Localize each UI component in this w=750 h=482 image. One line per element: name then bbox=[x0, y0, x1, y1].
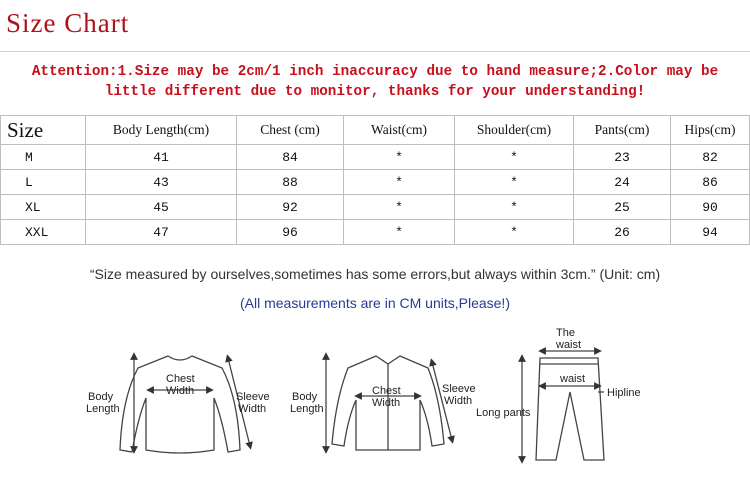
header-size: Size bbox=[1, 116, 86, 145]
cell-waist: * bbox=[344, 220, 455, 245]
attention-note bbox=[0, 62, 750, 102]
cell-pants: 26 bbox=[574, 220, 671, 245]
attention-line-1: Attention:1.Size may be 2cm/1 inch inaccuracy due to hand measure;2.Color may be bbox=[31, 64, 719, 80]
table-row bbox=[1, 220, 750, 245]
sweater-chest-label-1: Chest bbox=[166, 373, 195, 385]
pants-waist-top-label: waist bbox=[556, 339, 582, 351]
cell-size: XL bbox=[1, 195, 86, 220]
table-row bbox=[1, 170, 750, 195]
cell-size: L bbox=[1, 170, 86, 195]
shirt-chest-label-2: Width bbox=[372, 397, 401, 409]
cell-hips: 94 bbox=[671, 220, 750, 245]
cell-shoulder: * bbox=[455, 170, 574, 195]
pants-long-label: Long pants bbox=[476, 407, 531, 419]
pants-diagram bbox=[522, 351, 604, 460]
cell-shoulder: * bbox=[455, 195, 574, 220]
table-row bbox=[1, 145, 750, 170]
page-title: Size Chart bbox=[6, 8, 130, 38]
cell-chest: 96 bbox=[237, 220, 344, 245]
cell-shoulder: * bbox=[455, 145, 574, 170]
pants-the-label: The bbox=[556, 327, 575, 339]
shirt-body-label-1: Body bbox=[292, 391, 318, 403]
shirt-sleeve-label-2: Width bbox=[444, 395, 473, 407]
cell-body-length: 47 bbox=[86, 220, 237, 245]
measurement-note: “Size measured by ourselves,sometimes has some errors,but always within 3cm.” (Unit: cm) bbox=[89, 266, 661, 282]
shirt-sleeve-label-1: Sleeve bbox=[442, 383, 476, 395]
header-chest: Chest (cm) bbox=[237, 116, 344, 145]
cell-hips: 82 bbox=[671, 145, 750, 170]
sweater-outline bbox=[120, 356, 240, 453]
size-table bbox=[0, 115, 750, 245]
cell-chest: 92 bbox=[237, 195, 344, 220]
cell-size: XXL bbox=[1, 220, 86, 245]
sweater-body-label-1: Body bbox=[88, 391, 114, 403]
units-note: (All measurements are in CM units,Please!) bbox=[240, 295, 510, 311]
cell-chest: 88 bbox=[237, 170, 344, 195]
cell-pants: 23 bbox=[574, 145, 671, 170]
sweater-chest-label-2: Width bbox=[166, 385, 195, 397]
cell-body-length: 45 bbox=[86, 195, 237, 220]
cell-waist: * bbox=[344, 145, 455, 170]
measurement-diagrams bbox=[0, 318, 750, 482]
shirt-chest-label-1: Chest bbox=[372, 385, 401, 397]
cell-size: M bbox=[1, 145, 86, 170]
sweater-body-label-2: Length bbox=[86, 403, 120, 415]
sweater-sleeve-label-1: Sleeve bbox=[236, 391, 270, 403]
shirt-body-label-2: Length bbox=[290, 403, 324, 415]
table-row bbox=[1, 195, 750, 220]
cell-hips: 86 bbox=[671, 170, 750, 195]
sweater-diagram bbox=[120, 356, 250, 453]
header-body-length: Body Length(cm) bbox=[86, 116, 237, 145]
sweater-sleeve-label-2: Width bbox=[238, 403, 267, 415]
cell-hips: 90 bbox=[671, 195, 750, 220]
table-header-row bbox=[1, 116, 750, 145]
cell-shoulder: * bbox=[455, 220, 574, 245]
pants-waist-label: waist bbox=[560, 373, 586, 385]
cell-waist: * bbox=[344, 195, 455, 220]
title-divider bbox=[0, 51, 750, 52]
cell-chest: 84 bbox=[237, 145, 344, 170]
header-pants: Pants(cm) bbox=[574, 116, 671, 145]
pants-hipline-label: Hipline bbox=[607, 387, 641, 399]
header-hips: Hips(cm) bbox=[671, 116, 750, 145]
header-waist: Waist(cm) bbox=[344, 116, 455, 145]
cell-pants: 25 bbox=[574, 195, 671, 220]
cell-waist: * bbox=[344, 170, 455, 195]
header-shoulder: Shoulder(cm) bbox=[455, 116, 574, 145]
cell-body-length: 43 bbox=[86, 170, 237, 195]
attention-line-2: little different due to monitor, thanks for your understanding! bbox=[104, 84, 646, 100]
cell-body-length: 41 bbox=[86, 145, 237, 170]
cell-pants: 24 bbox=[574, 170, 671, 195]
